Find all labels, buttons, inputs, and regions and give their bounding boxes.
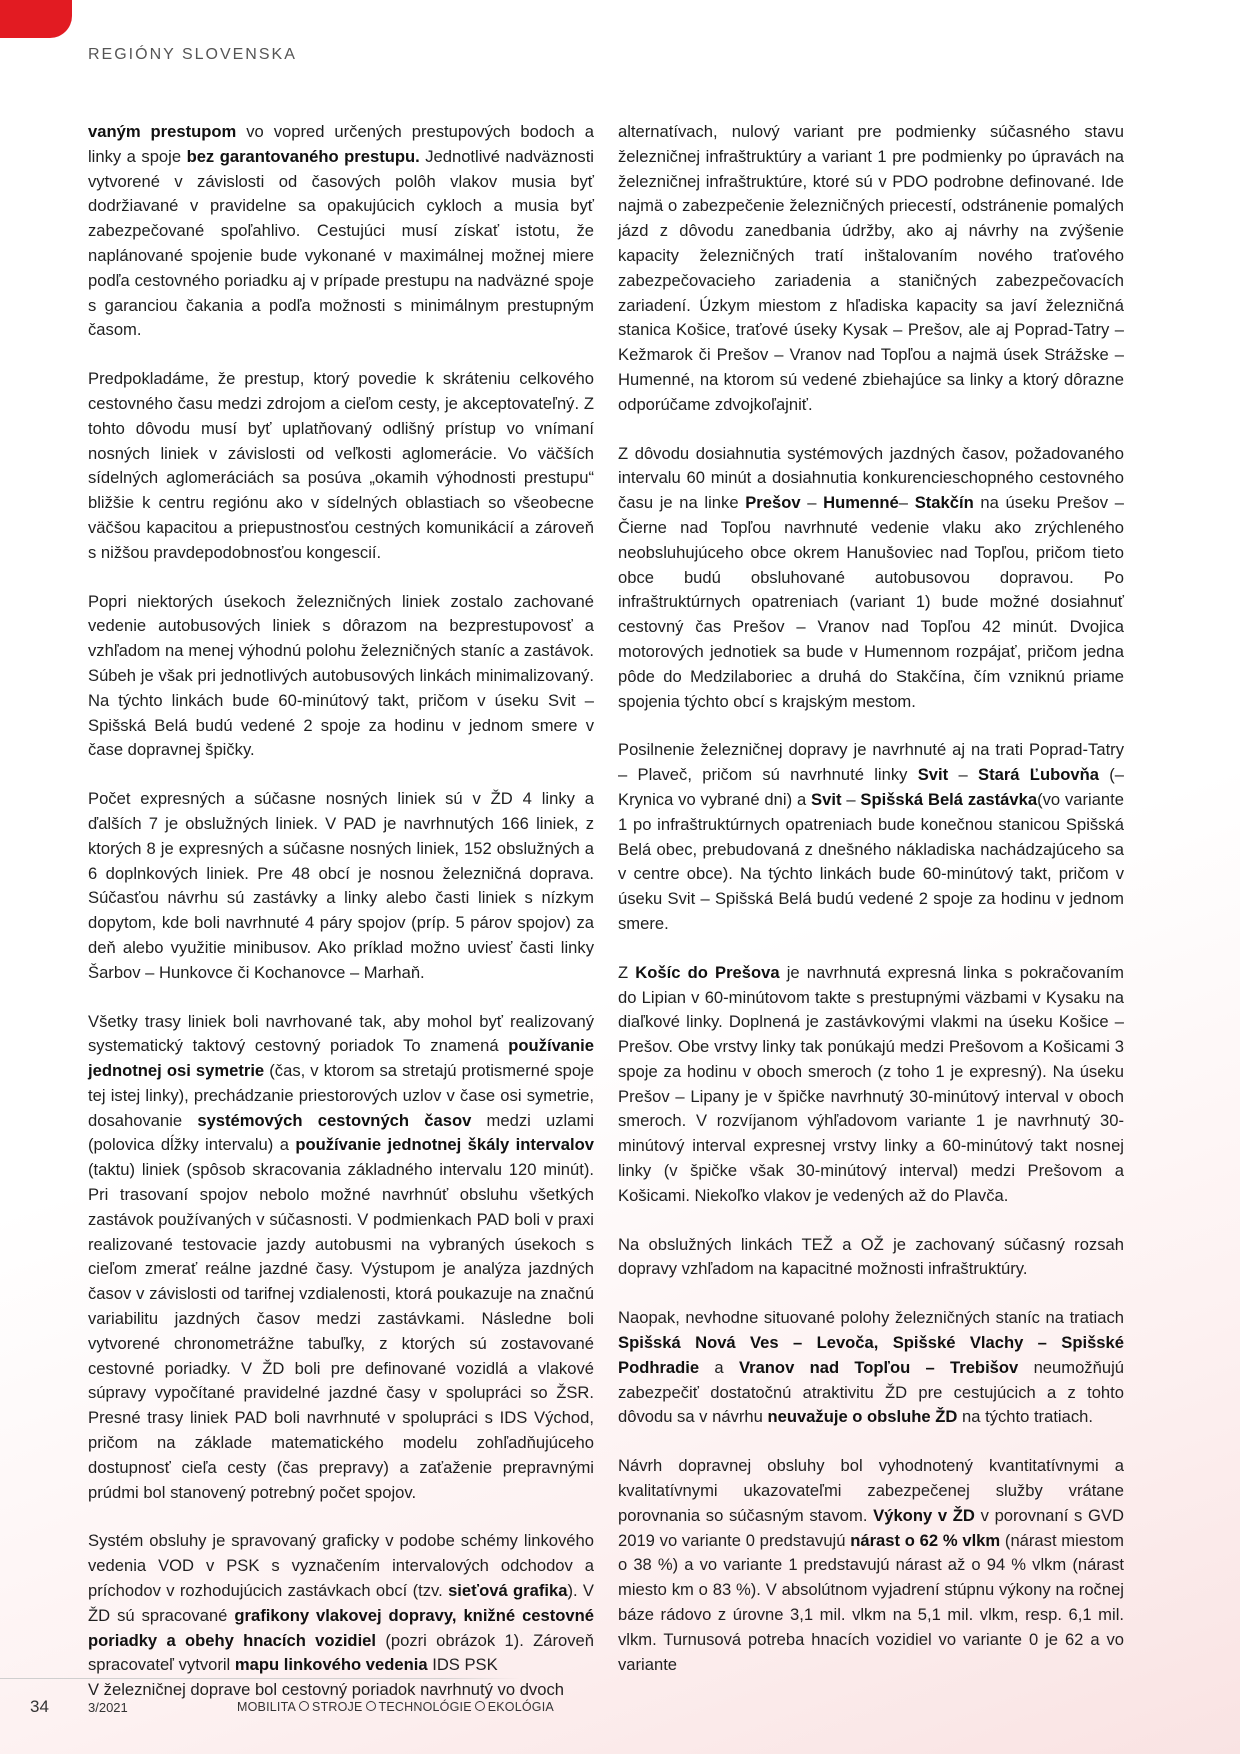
text-run: Počet expresných a súčasne nosných liniek sú v ŽD 4 linky a ďalších 7 je obslužných liniek. V PAD je navrhnutých 166 liniek, z ktorých 8 je expresných a súčasne nosných liniek, 152 obslužných a 6 doplnkových liniek. Pre 48 obcí je nosnou železničná doprava. Súčasťou návrhu sú zastávky a linky alebo časti liniek s nízkym dopytom, kde boli navrhnuté 4 páry spojov (príp. 5 párov spojov) za deň alebo využitie minibusov. Ako príklad možno uviesť časti linky Šarbov – Hunkovce či Kochanovce – Marhaň. [88,789,594,982]
bold-text: Vranov nad Topľou – Trebišov [738,1357,1019,1377]
paragraph [618,120,1124,418]
bold-text: používanie jednotnej škály intervalov [295,1135,594,1155]
text-run: alternatívach, nulový variant pre podmienky súčasného stavu železničnej infraštruktúry a variant 1 pre podmienky po úpravách na železničnej infraštruktúre, ktoré sú v PDO podrobne definované. Ide najmä o zabezpečenie železničných priecestí, odstránenie pomalých jázd z dôvodu zanedbania údržby, ako aj návrhy na zvýšenie kapacity železničných tratí inštalovaním nového traťového zabezpečovacieho zariadenia a staničných zabezpečovacích zariadení. Úzkym miestom z hľadiska kapacity sa javí železničná stanica Košice, traťové úseky Kysak – Prešov, ale aj Poprad-Tatry – Kežmarok či Prešov – Vranov nad Topľou a najmä úsek Strážske – Humenné, na ktorom sú vedené zbiehajúce sa linky a ktorý dôrazne odporúčame zdvojkoľajniť. [618,122,1124,414]
right-column [618,120,1124,1701]
text-run: (– Krynica vo vybrané dni) a [618,765,1125,809]
bold-text: Prešov [745,493,801,513]
text-run: (čas, v ktorom sa stretajú protismerné spoje tej istej linky), prechádzanie priestorových uzlov v čase osi symetrie, dosahovanie [88,1061,594,1130]
text-run: Jednotlivé nadväznosti vytvorené v závislosti od časových polôh vlakov musia byť dodržiavané v pravidelne sa opakujúcich cykloch a musia byť zabezpečované spoľahlivo. Cestujúci musí získať istotu, že naplánované spojenie bude vykonané v maximálnej možnej miere podľa cestovného poriadku aj v prípade prestupu na nadväzné spoje s garanciou čakania a podľa možnosti s minimálnym prestupným časom. [88,146,594,340]
bold-text: grafikony vlakovej dopravy, knižné cestovné poriadky a obehy hnacích vozidiel [88,1605,595,1650]
bold-text: bez garantovaného prestupu. [186,146,420,166]
text-run: (taktu) liniek (spôsob skracovania základného intervalu 120 minút). Pri trasovaní spojov nebolo možné navrhnúť obsluhu všetkých zastávok používaných v súčasnosti. V podmienkach PAD boli v praxi realizované testovacie jazdy autobusmi na vybraných úsekoch s cieľom zmerať reálne jazdné časy. Výstupom je analýza jazdných časov v závislosti od tarifnej vzdialenosti, ktorá poukazuje na značnú variabilitu jazdných časov medzi zastávkami. Následne boli vytvorené chronometrážne tabuľky, z ktorých sú zostavované cestovné poriadky. V ŽD boli pre definované vozidlá a vlakové súpravy vypočítané pravidelné jazdné časy v spolupráci so ŽSR. Presné trasy liniek PAD boli navrhnuté v spolupráci s IDS Východ, pričom na základe matematického modelu zohľadňujúceho dostupnosť cieľa cesty (čas prepravy) a zaťaženie prepravnými prúdmi bol stanovený potrebný počet spojov. [88,1160,594,1502]
text-run: na úseku Prešov – Čierne nad Topľou navrhnuté vedenie vlaku ako zrýchleného neobsluhujúceho obce okrem Hanušoviec nad Topľou, pričom tieto obce budú obsluhované autobusovou dopravou. Po infraštruktúrnych opatreniach (variant 1) bude možné dosiahnuť cestovný čas Prešov – Vranov nad Topľou 42 minút. Dvojica motorových jednotiek sa bude v Humennom rozpájať, pričom jedna pôde do Medzilaboriec a druhá do Stakčína, čím vzniknú priame spojenia týchto obcí s krajským mestom. [618,493,1125,711]
magazine-title [237,1700,554,1714]
paragraph [618,442,1124,715]
bold-text: neuvažuje o obsluhe ŽD [767,1407,958,1427]
paragraph [618,961,1124,1209]
text-run: Naopak, nevhodne situované polohy železničných staníc na tratiach [618,1308,1124,1328]
section-title: REGIÓNY SLOVENSKA [88,46,297,63]
bold-text: sieťová grafika [448,1581,568,1601]
magazine-part-stroje: STROJE [312,1700,363,1714]
magazine-part-mobilita: MOBILITA [237,1700,297,1714]
paragraph [88,590,594,764]
text-run: Popri niektorých úsekoch železničných liniek zostalo zachované vedenie autobusových liniek s dôrazom na bezprestupovosť a vzhľadom na menej výhodnú polohu železničných staníc a zastávok. Súbeh je však pri jednotlivých autobusových linkách minimalizovaný. Na týchto linkách bude 60-minútový takt, pričom v úseku Svit – Spišská Belá budú vedené 2 spoje za hodinu v jednom smere v čase dopravnej špičky. [88,591,594,760]
text-run: Na obslužných linkách TEŽ a OŽ je zachovaný súčasný rozsah dopravy vzhľadom na kapacitné možnosti infraštruktúry. [618,1234,1124,1279]
text-run: IDS PSK [427,1655,498,1675]
text-run: Všetky trasy liniek boli navrhované tak, aby mohol byť realizovaný systematický taktový cestovný poriadok To znamená [88,1011,594,1056]
corner-tab-decoration [0,0,72,38]
magazine-part-ekologia: EKOLÓGIA [487,1700,554,1714]
bold-text: Košíc do Prešova [635,962,780,982]
text-run: V železničnej doprave bol cestovný poriadok navrhnutý vo dvoch [88,1680,564,1700]
bold-text: Spišská Nová Ves – Levoča, Spišské Vlachy – Spišské Podhradie [618,1333,1124,1377]
text-run: vo vopred určených prestupových bodoch a linky a spoje [88,122,594,166]
bold-text: mapu linkového vedenia [234,1655,428,1675]
text-run: na týchto tratiach. [957,1407,1093,1427]
bold-text: Výkony v ŽD [873,1505,975,1525]
text-run: (nárast miestom o 38 %) a vo variante 1 predstavujú nárast až o 94 % vlkm (nárast miesto km o 83 %). V absolútnom vyjadrení stúpnu výkony na ročnej báze rádovo z úrovne 3,1 mil. vlkm na 5,1 mil. vlkm, resp. 6,1 mil. vlkm. Turnusová potreba hnacích vozidiel vo variante 0 je 62 a vo variante [618,1530,1125,1674]
text-run: – [898,493,915,513]
text-run: – [841,789,861,809]
text-run: je navrhnutá expresná linka s pokračovaním do Lipian v 60-minútovom takte s prestupnými väzbami v Kysaku na diaľkové linky. Doplnená je zastávkovými vlakmi na úseku Košice – Prešov. Obe vrstvy linky tak ponúkajú medzi Prešovom a Košicami 3 spoje za hodinu v oboch smeroch (z toho 1 je expresný). Na úseku Prešov – Lipany je v špičke navrhnutý 30-minútový interval v oboch smeroch. V rozvíjanom výhľadovom variante 1 je navrhnutý 30-minútový interval expresnej vrstvy linky a 60-minútový takt nosnej linky (v špičke však 30-minútový interval) medzi Prešovom a Košicami. Niekoľko vlakov je vedených až do Plavča. [618,962,1125,1205]
paragraph [88,1529,594,1678]
magazine-part-technologie: TECHNOLÓGIE [378,1700,472,1714]
bold-text: Stará Ľubovňa [978,765,1099,785]
text-run: Z dôvodu dosiahnutia systémových jazdných časov, požadovaného intervalu 60 minút a dosiahnutia konkurencieschopného cestovného času je na linke [618,443,1124,513]
text-run: (pozri obrázok 1). Zároveň spracovateľ vytvoril [88,1630,594,1675]
text-run: neumožňujú zabezpečiť dostatočnú atraktivitu ŽD pre cestujúcich a z tohto dôvodu sa v návrhu [618,1357,1124,1427]
text-run: – [948,765,978,785]
text-run: v porovnaní s GVD 2019 vo variante 0 predstavujú [618,1505,1124,1550]
bold-text: Svit [811,789,842,809]
paragraph [88,1010,594,1506]
left-column [88,120,594,1727]
separator-circle-icon [366,1701,376,1711]
bold-text: nárast o 62 % vlkm [850,1530,1001,1550]
paragraph [618,1233,1124,1283]
text-run: Z [618,962,636,982]
bold-text: systémových cestovných časov [197,1110,472,1130]
page-number: 34 [30,1697,49,1716]
text-run: medzi uzlami (polovica dĺžky intervalu) a [88,1110,594,1155]
text-run: – [800,493,824,513]
bold-text: Svit [917,765,949,785]
bold-text: Spišská Belá zastávka [860,789,1038,809]
text-run: Systém obsluhy je spravovaný graficky v podobe schémy linkového vedenia VOD v PSK s vyznačením intervalových odchodov a príchodov v rozhodujúcich zastávkach obcí (tzv. [88,1531,594,1601]
separator-circle-icon [475,1701,485,1711]
paragraph [88,120,594,343]
paragraph [88,787,594,985]
text-run: (vo variante 1 po infraštruktúrnych opatreniach bude konečnou stanicou Spišská Belá obec, prebudovaná z dnešného nákladiska nachádzajúceho sa v centre obce). Na týchto linkách bude 60-minútový takt, pričom v úseku Svit – Spišská Belá budú vedené 2 spoje za hodinu v jednom smere. [618,789,1124,933]
paragraph [88,367,594,565]
text-run: Predpokladáme, že prestup, ktorý povedie k skráteniu celkového cestovného času medzi zdrojom a cieľom cesty, je akceptovateľný. Z tohto dôvodu musí byť uplatňovaný odlišný prístup vo vnímaní nosných liniek v závislosti od veľkosti aglomerácie. Vo väčších sídelných aglomeráciách sa posúva „okamih výhodnosti prestupu“ bližšie k centru regiónu ako v sídelných oblastiach so všeobecne väčšou kapacitou a priepustnosťou cestných komunikácií a zároveň s nižšou pravdepodobnosťou kongescií. [88,369,594,562]
separator-circle-icon [299,1701,309,1711]
text-run: a [699,1357,739,1377]
bold-text: Humenné [823,493,899,513]
paragraph [618,1306,1124,1430]
text-run: ). V ŽD sú spracované [88,1581,594,1625]
issue-number: 3/2021 [88,1700,128,1715]
footer-divider [0,1678,520,1679]
paragraph [618,1454,1124,1677]
paragraph [618,738,1124,936]
bold-text: Stakčín [914,493,974,513]
text-run: Návrh dopravnej obsluhy bol vyhodnotený kvantitatívnymi a kvalitatívnymi ukazovateľmi zabezpečenej služby vrátane porovnania so súčasným stavom. [618,1456,1124,1525]
bold-text: používanie jednotnej osi symetrie [88,1036,594,1081]
text-run: Posilnenie železničnej dopravy je navrhnuté aj na trati Poprad-Tatry – Plaveč, pričom sú navrhnuté linky [618,740,1124,785]
bold-text: vaným prestupom [88,122,237,141]
